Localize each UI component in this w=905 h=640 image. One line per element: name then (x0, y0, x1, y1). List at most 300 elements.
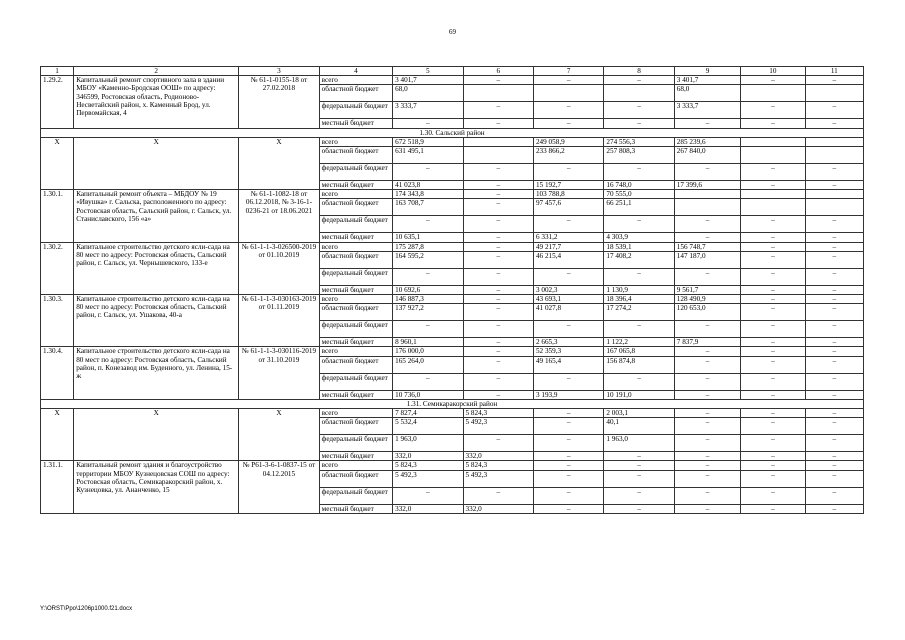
amount-cell-col5: 68,0 (393, 85, 463, 102)
item-registration: Х (239, 137, 319, 189)
amount-cell-col10: – (741, 242, 805, 251)
amount-cell-col9: – (674, 461, 740, 470)
amount-cell-col7 (533, 85, 603, 102)
amount-cell-col11: – (805, 233, 863, 242)
amount-cell-col10: – (741, 251, 805, 268)
amount-cell-col6: – (463, 102, 533, 119)
item-registration: № 61-1-1-3-030116-2019 от 31.10.2019 (239, 347, 319, 399)
amount-cell-col5: 163 708,7 (393, 199, 463, 216)
amount-cell-col9: – (674, 418, 740, 435)
amount-cell-col8: 1 122,2 (604, 338, 674, 347)
amount-cell-col10: – (741, 304, 805, 321)
amount-cell-col5: – (393, 119, 463, 128)
amount-cell-col10: – (741, 452, 805, 461)
amount-cell-col11: – (805, 285, 863, 294)
table-row (41, 190, 864, 199)
amount-cell-col7: – (533, 216, 603, 233)
amount-cell-col10: – (741, 504, 805, 513)
amount-cell-col10: – (741, 76, 805, 85)
header-col-6: 6 (463, 67, 533, 76)
amount-cell-col10 (741, 137, 805, 146)
funding-source-label: областной бюджет (319, 85, 392, 102)
amount-cell-col10 (741, 190, 805, 199)
amount-cell-col9: – (674, 409, 740, 418)
amount-cell-col6: – (463, 295, 533, 304)
amount-cell-col9: 68,0 (674, 85, 740, 102)
amount-cell-col8: 16 748,0 (604, 181, 674, 190)
amount-cell-col7: – (533, 461, 603, 470)
section-header-row (41, 128, 864, 137)
amount-cell-col7: – (533, 321, 603, 338)
amount-cell-col7: – (533, 487, 603, 504)
amount-cell-col6: 5 824,3 (463, 409, 533, 418)
item-registration: № 61-1-1-3-026500-2019 от 01.10.2019 (239, 242, 319, 294)
amount-cell-col6: – (463, 242, 533, 251)
amount-cell-col5: – (393, 216, 463, 233)
amount-cell-col5: – (393, 164, 463, 181)
header-col-3: 3 (239, 67, 319, 76)
page-number: 69 (449, 28, 456, 36)
section-header-row (41, 399, 864, 408)
item-name: Капитальный ремонт объекта – МБДОУ № 19 «Ивушка» г. Сальска, расположенного по адресу: Ростовская область, Сальский район, г. Сальск, ул. Станиславского, 156 «а» (74, 190, 239, 242)
item-number: Х (41, 137, 74, 189)
amount-cell-col7: – (533, 409, 603, 418)
amount-cell-col6: – (463, 356, 533, 373)
amount-cell-col8: 18 539,1 (604, 242, 674, 251)
amount-cell-col6: – (463, 338, 533, 347)
amount-cell-col11: – (805, 347, 863, 356)
amount-cell-col11: – (805, 487, 863, 504)
amount-cell-col10: – (741, 409, 805, 418)
amount-cell-col6: – (463, 390, 533, 399)
funding-source-label: всего (319, 347, 392, 356)
amount-cell-col5: 3 333,7 (393, 102, 463, 119)
amount-cell-col10 (741, 85, 805, 102)
amount-cell-col7: 3 002,3 (533, 285, 603, 294)
amount-cell-col8: – (604, 119, 674, 128)
amount-cell-col6: 5 824,3 (463, 461, 533, 470)
funding-source-label: федеральный бюджет (319, 164, 392, 181)
budget-table (40, 66, 864, 514)
amount-cell-col8: – (604, 164, 674, 181)
amount-cell-col6: – (463, 233, 533, 242)
amount-cell-col8: – (604, 452, 674, 461)
amount-cell-col6: – (463, 487, 533, 504)
amount-cell-col8: 66 251,1 (604, 199, 674, 216)
amount-cell-col7: – (533, 102, 603, 119)
amount-cell-col5: – (393, 321, 463, 338)
amount-cell-col11: – (805, 409, 863, 418)
amount-cell-col5: 332,0 (393, 504, 463, 513)
amount-cell-col7: – (533, 470, 603, 487)
amount-cell-col9 (674, 190, 740, 199)
item-registration: № 61-1-1082-18 от 06.12.2018, № 3-16-1-0236-21 от 18.06.2021 (239, 190, 319, 242)
funding-source-label: всего (319, 461, 392, 470)
header-col-1: 1 (41, 67, 74, 76)
amount-cell-col10: – (741, 102, 805, 119)
item-name: Капитальное строительство детского ясли-сада на 80 мест по адресу: Ростовская область, Сальский район, п. Конезавод им. Буденного, ул. Ленина, 15-ж (74, 347, 239, 399)
section-title: 1.30. Сальский район (41, 128, 864, 137)
amount-cell-col5: 10 635,1 (393, 233, 463, 242)
amount-cell-col5: 10 736,0 (393, 390, 463, 399)
amount-cell-col6: – (463, 164, 533, 181)
amount-cell-col11: – (805, 295, 863, 304)
amount-cell-col9: 285 239,6 (674, 137, 740, 146)
amount-cell-col6: 332,0 (463, 452, 533, 461)
amount-cell-col6: – (463, 181, 533, 190)
funding-source-label: областной бюджет (319, 251, 392, 268)
table-row (41, 461, 864, 470)
amount-cell-col5: 10 692,6 (393, 285, 463, 294)
funding-source-label: местный бюджет (319, 338, 392, 347)
amount-cell-col7: 103 788,8 (533, 190, 603, 199)
funding-source-label: местный бюджет (319, 390, 392, 399)
item-number: 1.29.2. (41, 76, 74, 128)
amount-cell-col8: – (604, 321, 674, 338)
header-col-2: 2 (74, 67, 239, 76)
amount-cell-col9: – (674, 119, 740, 128)
amount-cell-col7: – (533, 268, 603, 285)
amount-cell-col11: – (805, 435, 863, 452)
amount-cell-col11: – (805, 418, 863, 435)
amount-cell-col7: 3 193,9 (533, 390, 603, 399)
table-row (41, 242, 864, 251)
item-number: Х (41, 409, 74, 461)
amount-cell-col5: – (393, 268, 463, 285)
amount-cell-col11: – (805, 504, 863, 513)
amount-cell-col9: 17 399,6 (674, 181, 740, 190)
funding-source-label: областной бюджет (319, 470, 392, 487)
amount-cell-col9: – (674, 356, 740, 373)
amount-cell-col9: – (674, 504, 740, 513)
amount-cell-col5: 175 287,8 (393, 242, 463, 251)
funding-source-label: всего (319, 409, 392, 418)
amount-cell-col8: 1 963,0 (604, 435, 674, 452)
amount-cell-col10: – (741, 347, 805, 356)
amount-cell-col5: 5 532,4 (393, 418, 463, 435)
amount-cell-col8: 167 065,8 (604, 347, 674, 356)
amount-cell-col10: – (741, 181, 805, 190)
amount-cell-col6: – (463, 285, 533, 294)
amount-cell-col7: 43 693,1 (533, 295, 603, 304)
amount-cell-col5: 176 000,0 (393, 347, 463, 356)
amount-cell-col10: – (741, 164, 805, 181)
amount-cell-col7: – (533, 76, 603, 85)
amount-cell-col10: – (741, 461, 805, 470)
footer-file-path: Y:\ORST\Ppo\1206p1000.f21.docx (40, 606, 133, 612)
funding-source-label: федеральный бюджет (319, 216, 392, 233)
amount-cell-col6: – (463, 199, 533, 216)
amount-cell-col10: – (741, 338, 805, 347)
amount-cell-col9: – (674, 390, 740, 399)
amount-cell-col9: – (674, 487, 740, 504)
amount-cell-col5: 631 495,1 (393, 147, 463, 164)
funding-source-label: всего (319, 295, 392, 304)
amount-cell-col6: – (463, 190, 533, 199)
amount-cell-col11: – (805, 470, 863, 487)
amount-cell-col6 (463, 85, 533, 102)
item-registration: № Р61-3-6-1-0837-15 от 04.12.2015 (239, 461, 319, 513)
funding-source-label: областной бюджет (319, 199, 392, 216)
amount-cell-col8: – (604, 470, 674, 487)
amount-cell-col7: – (533, 452, 603, 461)
amount-cell-col9: 147 187,0 (674, 251, 740, 268)
amount-cell-col11: – (805, 461, 863, 470)
amount-cell-col10: – (741, 356, 805, 373)
header-col-10: 10 (741, 67, 805, 76)
amount-cell-col8: 18 396,4 (604, 295, 674, 304)
amount-cell-col8: 2 003,1 (604, 409, 674, 418)
section-title: 1.31. Семикаракорский район (41, 399, 864, 408)
amount-cell-col7: 249 058,9 (533, 137, 603, 146)
amount-cell-col10 (741, 199, 805, 216)
amount-cell-col10: – (741, 119, 805, 128)
funding-source-label: местный бюджет (319, 285, 392, 294)
item-registration: Х (239, 409, 319, 461)
funding-source-label: областной бюджет (319, 147, 392, 164)
amount-cell-col5: 137 927,2 (393, 304, 463, 321)
header-col-5: 5 (393, 67, 463, 76)
item-number: 1.30.1. (41, 190, 74, 242)
funding-source-label: федеральный бюджет (319, 373, 392, 390)
amount-cell-col11: – (805, 119, 863, 128)
amount-cell-col6: – (463, 76, 533, 85)
amount-cell-col11: – (805, 373, 863, 390)
amount-cell-col8: 17 274,2 (604, 304, 674, 321)
amount-cell-col7: 15 192,7 (533, 181, 603, 190)
amount-cell-col8: – (604, 76, 674, 85)
amount-cell-col9: – (674, 452, 740, 461)
table-body (41, 67, 864, 514)
amount-cell-col11: – (805, 321, 863, 338)
amount-cell-col6 (463, 137, 533, 146)
amount-cell-col9: – (674, 233, 740, 242)
amount-cell-col9: – (674, 216, 740, 233)
funding-source-label: федеральный бюджет (319, 435, 392, 452)
table-row (41, 137, 864, 146)
amount-cell-col6: – (463, 373, 533, 390)
amount-cell-col7: – (533, 418, 603, 435)
amount-cell-col11: – (805, 251, 863, 268)
amount-cell-col8: – (604, 487, 674, 504)
amount-cell-col7: – (533, 435, 603, 452)
amount-cell-col5: 164 595,2 (393, 251, 463, 268)
item-number: 1.31.1. (41, 461, 74, 513)
amount-cell-col10: – (741, 285, 805, 294)
amount-cell-col11: – (805, 268, 863, 285)
amount-cell-col9: – (674, 164, 740, 181)
amount-cell-col5: – (393, 487, 463, 504)
amount-cell-col7: 41 027,8 (533, 304, 603, 321)
amount-cell-col6: – (463, 435, 533, 452)
table-row (41, 347, 864, 356)
amount-cell-col9: 267 840,0 (674, 147, 740, 164)
amount-cell-col8: 40,1 (604, 418, 674, 435)
amount-cell-col11: – (805, 76, 863, 85)
amount-cell-col11: – (805, 216, 863, 233)
item-name: Капитальное строительство детского ясли-сада на 80 мест по адресу: Ростовская область, Сальский район, г. Сальск, ул. Ушакова, 40-а (74, 295, 239, 347)
header-col-4: 4 (319, 67, 392, 76)
amount-cell-col8: 257 808,3 (604, 147, 674, 164)
amount-cell-col8: 274 556,3 (604, 137, 674, 146)
amount-cell-col10: – (741, 295, 805, 304)
amount-cell-col9: – (674, 435, 740, 452)
item-name: Х (74, 409, 239, 461)
amount-cell-col5: 7 827,4 (393, 409, 463, 418)
item-registration: № 61-1-0155-18 от 27.02.2018 (239, 76, 319, 128)
amount-cell-col9: 3 333,7 (674, 102, 740, 119)
funding-source-label: федеральный бюджет (319, 268, 392, 285)
amount-cell-col8: 17 408,2 (604, 251, 674, 268)
amount-cell-col11 (805, 137, 863, 146)
amount-cell-col6: – (463, 304, 533, 321)
amount-cell-col5: 5 492,3 (393, 470, 463, 487)
amount-cell-col9: 128 490,9 (674, 295, 740, 304)
table-row (41, 295, 864, 304)
funding-source-label: всего (319, 190, 392, 199)
amount-cell-col11: – (805, 102, 863, 119)
funding-source-label: всего (319, 242, 392, 251)
amount-cell-col11 (805, 85, 863, 102)
amount-cell-col10 (741, 147, 805, 164)
amount-cell-col9: 9 561,7 (674, 285, 740, 294)
amount-cell-col7: 2 665,3 (533, 338, 603, 347)
amount-cell-col11: – (805, 242, 863, 251)
amount-cell-col8: 4 303,9 (604, 233, 674, 242)
amount-cell-col5: 1 963,0 (393, 435, 463, 452)
amount-cell-col7: 97 457,6 (533, 199, 603, 216)
amount-cell-col6: – (463, 347, 533, 356)
amount-cell-col5: 332,0 (393, 452, 463, 461)
amount-cell-col9: – (674, 268, 740, 285)
amount-cell-col5: 146 887,3 (393, 295, 463, 304)
amount-cell-col5: 5 824,3 (393, 461, 463, 470)
funding-source-label: местный бюджет (319, 504, 392, 513)
amount-cell-col9: 156 748,7 (674, 242, 740, 251)
amount-cell-col9: 3 401,7 (674, 76, 740, 85)
amount-cell-col9 (674, 199, 740, 216)
amount-cell-col11: – (805, 304, 863, 321)
funding-source-label: областной бюджет (319, 304, 392, 321)
header-col-11: 11 (805, 67, 863, 76)
amount-cell-col7: – (533, 119, 603, 128)
amount-cell-col5: – (393, 373, 463, 390)
amount-cell-col7: 233 866,2 (533, 147, 603, 164)
funding-source-label: федеральный бюджет (319, 102, 392, 119)
amount-cell-col11: – (805, 356, 863, 373)
funding-source-label: местный бюджет (319, 119, 392, 128)
amount-cell-col8 (604, 85, 674, 102)
amount-cell-col8: 1 130,9 (604, 285, 674, 294)
item-registration: № 61-1-1-3-030163-2019 от 01.11.2019 (239, 295, 319, 347)
header-col-8: 8 (604, 67, 674, 76)
amount-cell-col8: 10 191,0 (604, 390, 674, 399)
amount-cell-col10: – (741, 470, 805, 487)
amount-cell-col8: – (604, 268, 674, 285)
amount-cell-col6: – (463, 268, 533, 285)
amount-cell-col9: – (674, 321, 740, 338)
amount-cell-col5: 8 960,1 (393, 338, 463, 347)
funding-source-label: областной бюджет (319, 356, 392, 373)
amount-cell-col6: – (463, 216, 533, 233)
amount-cell-col10: – (741, 321, 805, 338)
funding-source-label: всего (319, 76, 392, 85)
amount-cell-col10: – (741, 216, 805, 233)
amount-cell-col10: – (741, 435, 805, 452)
amount-cell-col6: – (463, 251, 533, 268)
header-col-7: 7 (533, 67, 603, 76)
amount-cell-col5: 3 401,7 (393, 76, 463, 85)
amount-cell-col10: – (741, 390, 805, 399)
funding-source-label: местный бюджет (319, 233, 392, 242)
amount-cell-col8: – (604, 102, 674, 119)
amount-cell-col11: – (805, 181, 863, 190)
amount-cell-col11: – (805, 390, 863, 399)
amount-cell-col5: 174 343,8 (393, 190, 463, 199)
amount-cell-col8: – (604, 461, 674, 470)
item-name: Х (74, 137, 239, 189)
amount-cell-col9: – (674, 373, 740, 390)
amount-cell-col11: – (805, 338, 863, 347)
amount-cell-col10: – (741, 268, 805, 285)
header-row (41, 67, 864, 76)
amount-cell-col7: 46 215,4 (533, 251, 603, 268)
amount-cell-col8: 70 555,0 (604, 190, 674, 199)
amount-cell-col6: 332,0 (463, 504, 533, 513)
amount-cell-col6: 5 492,3 (463, 418, 533, 435)
amount-cell-col6: 5 492,3 (463, 470, 533, 487)
amount-cell-col10: – (741, 373, 805, 390)
funding-source-label: всего (319, 137, 392, 146)
item-number: 1.30.2. (41, 242, 74, 294)
amount-cell-col5: 165 264,0 (393, 356, 463, 373)
amount-cell-col5: 672 518,9 (393, 137, 463, 146)
table-row (41, 76, 864, 85)
amount-cell-col7: – (533, 373, 603, 390)
amount-cell-col7: – (533, 164, 603, 181)
funding-source-label: местный бюджет (319, 452, 392, 461)
item-name: Капитальный ремонт здания и благоустройство территории МБОУ Кузнецовская СОШ по адресу: Ростовская область, Семикаракорский район, х. Кузнецовка, ул. Ананченко, 15 (74, 461, 239, 513)
amount-cell-col7: 6 331,2 (533, 233, 603, 242)
amount-cell-col9: 7 837,9 (674, 338, 740, 347)
amount-cell-col7: – (533, 504, 603, 513)
amount-cell-col11 (805, 199, 863, 216)
amount-cell-col8: – (604, 373, 674, 390)
item-name: Капитальное строительство детского ясли-сада на 80 мест по адресу: Ростовская область, Сальский район, г. Сальск, ул. Чернышевского, 133-е (74, 242, 239, 294)
amount-cell-col10: – (741, 487, 805, 504)
amount-cell-col6: – (463, 119, 533, 128)
amount-cell-col6: – (463, 321, 533, 338)
table-row (41, 409, 864, 418)
item-number: 1.30.3. (41, 295, 74, 347)
amount-cell-col11 (805, 190, 863, 199)
amount-cell-col11: – (805, 452, 863, 461)
amount-cell-col10: – (741, 233, 805, 242)
amount-cell-col8: 156 874,8 (604, 356, 674, 373)
amount-cell-col8: – (604, 216, 674, 233)
item-number: 1.30.4. (41, 347, 74, 399)
funding-source-label: федеральный бюджет (319, 487, 392, 504)
amount-cell-col6 (463, 147, 533, 164)
amount-cell-col9: – (674, 470, 740, 487)
amount-cell-col9: 120 653,0 (674, 304, 740, 321)
amount-cell-col9: – (674, 347, 740, 356)
item-name: Капитальный ремонт спортивного зала в здании МБОУ «Каменно-Бродская ООШ» по адресу: 346599, Ростовская область, Родионово-Несветайский район, х. Каменный Брод, ул. Первомайская, 4 (74, 76, 239, 128)
header-col-9: 9 (674, 67, 740, 76)
funding-source-label: областной бюджет (319, 418, 392, 435)
amount-cell-col11: – (805, 164, 863, 181)
amount-cell-col11 (805, 147, 863, 164)
